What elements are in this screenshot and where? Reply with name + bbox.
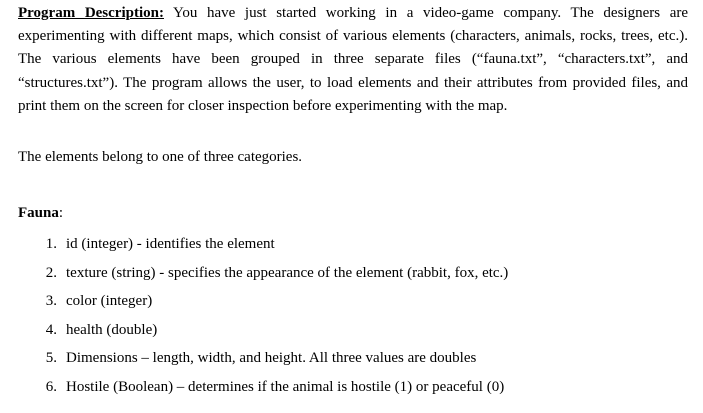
list-item-text: Hostile (Boolean) – determines if the animal is hostile (1) or peaceful (0) xyxy=(66,378,505,395)
list-item xyxy=(18,289,508,318)
fauna-heading-label: Fauna xyxy=(18,205,59,221)
list-item-number: 2. xyxy=(45,264,57,281)
list-item xyxy=(18,375,508,404)
program-description xyxy=(18,0,688,118)
list-item xyxy=(18,346,508,375)
list-item-text: Dimensions – length, width, and height. All three values are doubles xyxy=(66,350,477,367)
list-item-number: 5. xyxy=(45,350,57,367)
categories-intro: The elements belong to one of three categories. xyxy=(18,149,303,165)
list-item-number: 6. xyxy=(45,378,57,395)
program-description-heading: Program Description: xyxy=(18,5,164,21)
list-item-number: 3. xyxy=(45,293,57,310)
program-description-text: You have just started working in a video-game company. The designers are experimenting with different maps, which consist of various elements (characters, animals, rocks, trees, etc.). The various elements have been grouped in three separate files (“fauna.txt”, “characters.txt”, and “structures.txt”). The program allows the user, to load elements and their attributes from provided files, and print them on the screen for closer inspection before experimenting with the map. xyxy=(18,5,689,114)
list-item-number: 1. xyxy=(45,236,57,252)
list-item xyxy=(18,261,508,290)
list-item-text: color (integer) xyxy=(66,293,153,310)
list-item-text: health (double) xyxy=(66,321,158,338)
fauna-heading xyxy=(18,203,63,223)
fauna-attribute-list xyxy=(18,232,508,404)
list-item-text: texture (string) - specifies the appearance of the element (rabbit, fox, etc.) xyxy=(66,264,509,281)
list-item-text: id (integer) - identifies the element xyxy=(66,236,275,252)
fauna-heading-colon: : xyxy=(58,205,64,221)
list-item xyxy=(18,232,508,261)
list-item xyxy=(18,318,508,347)
list-item-number: 4. xyxy=(45,321,57,338)
document-page xyxy=(18,0,689,395)
